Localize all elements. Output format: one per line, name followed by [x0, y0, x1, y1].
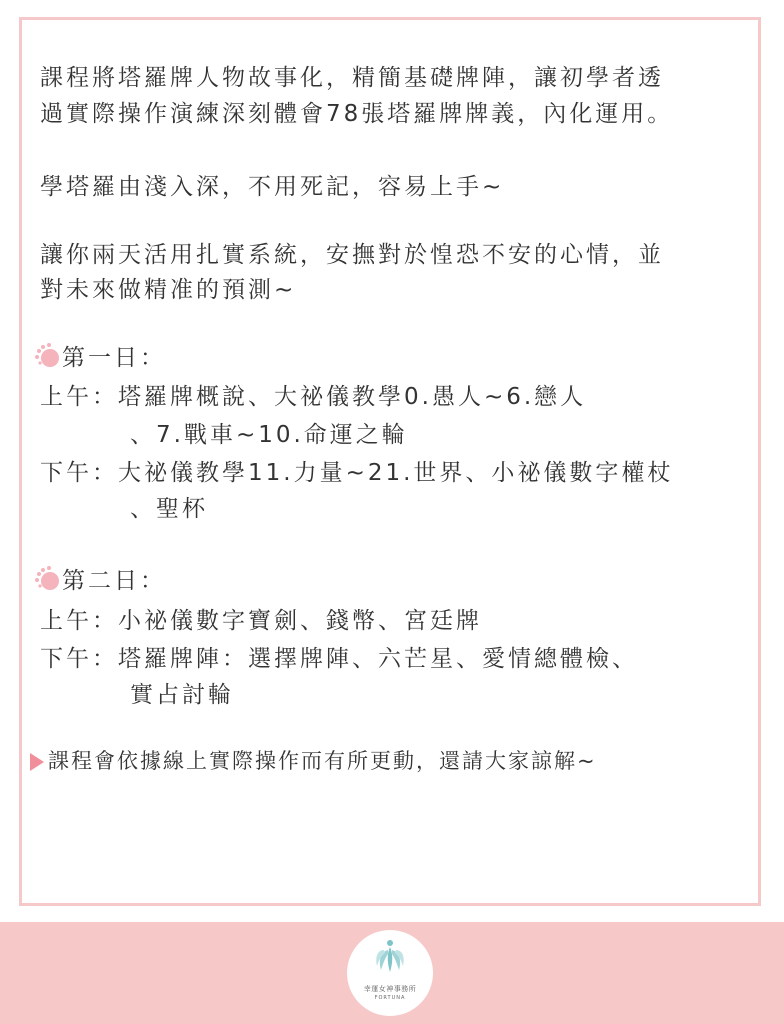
- day2-bullet-icon: [30, 566, 62, 592]
- day1-title: 第一日：: [62, 345, 166, 371]
- intro-line-3: 學塔羅由淺入深，不用死記，容易上手~: [40, 174, 505, 200]
- logo-name-en: FORTUNA: [374, 995, 406, 1001]
- day2-pm-line-1: 下午：塔羅牌陣：選擇牌陣、六芒星、愛情總體檢、: [40, 646, 638, 672]
- day2-title: 第二日：: [62, 568, 166, 594]
- intro-line-5: 對未來做精准的預測~: [40, 277, 297, 303]
- intro-line-1: 課程將塔羅牌人物故事化，精簡基礎牌陣，讓初學者透: [40, 65, 664, 91]
- day1-bullet-icon: [30, 343, 62, 369]
- goddess-lotus-icon: [375, 938, 405, 978]
- logo-name-cn: 幸運女神事務所: [363, 985, 417, 993]
- course-note: 課程會依據線上實際操作而有所更動，還請大家諒解~: [48, 749, 597, 773]
- day1-am-line-2: 、7.戰車~10.命運之輪: [130, 422, 408, 448]
- intro-line-2: 過實際操作演練深刻體會78張塔羅牌牌義，內化運用。: [40, 101, 674, 127]
- day1-am-line-1: 上午：塔羅牌概說、大祕儀教學0.愚人~6.戀人: [40, 384, 587, 410]
- triangle-arrow-icon: [30, 753, 44, 771]
- day1-pm-line-2: 、聖杯: [130, 496, 208, 522]
- day1-pm-line-1: 下午：大祕儀教學11.力量~21.世界、小祕儀數字權杖: [40, 460, 674, 486]
- fortuna-logo: [347, 930, 433, 1016]
- day2-pm-line-2: 實占討輪: [130, 682, 234, 708]
- intro-line-4: 讓你兩天活用扎實系統，安撫對於惶恐不安的心情，並: [40, 242, 664, 268]
- day2-am-line-1: 上午：小祕儀數字寶劍、錢幣、宮廷牌: [40, 608, 482, 634]
